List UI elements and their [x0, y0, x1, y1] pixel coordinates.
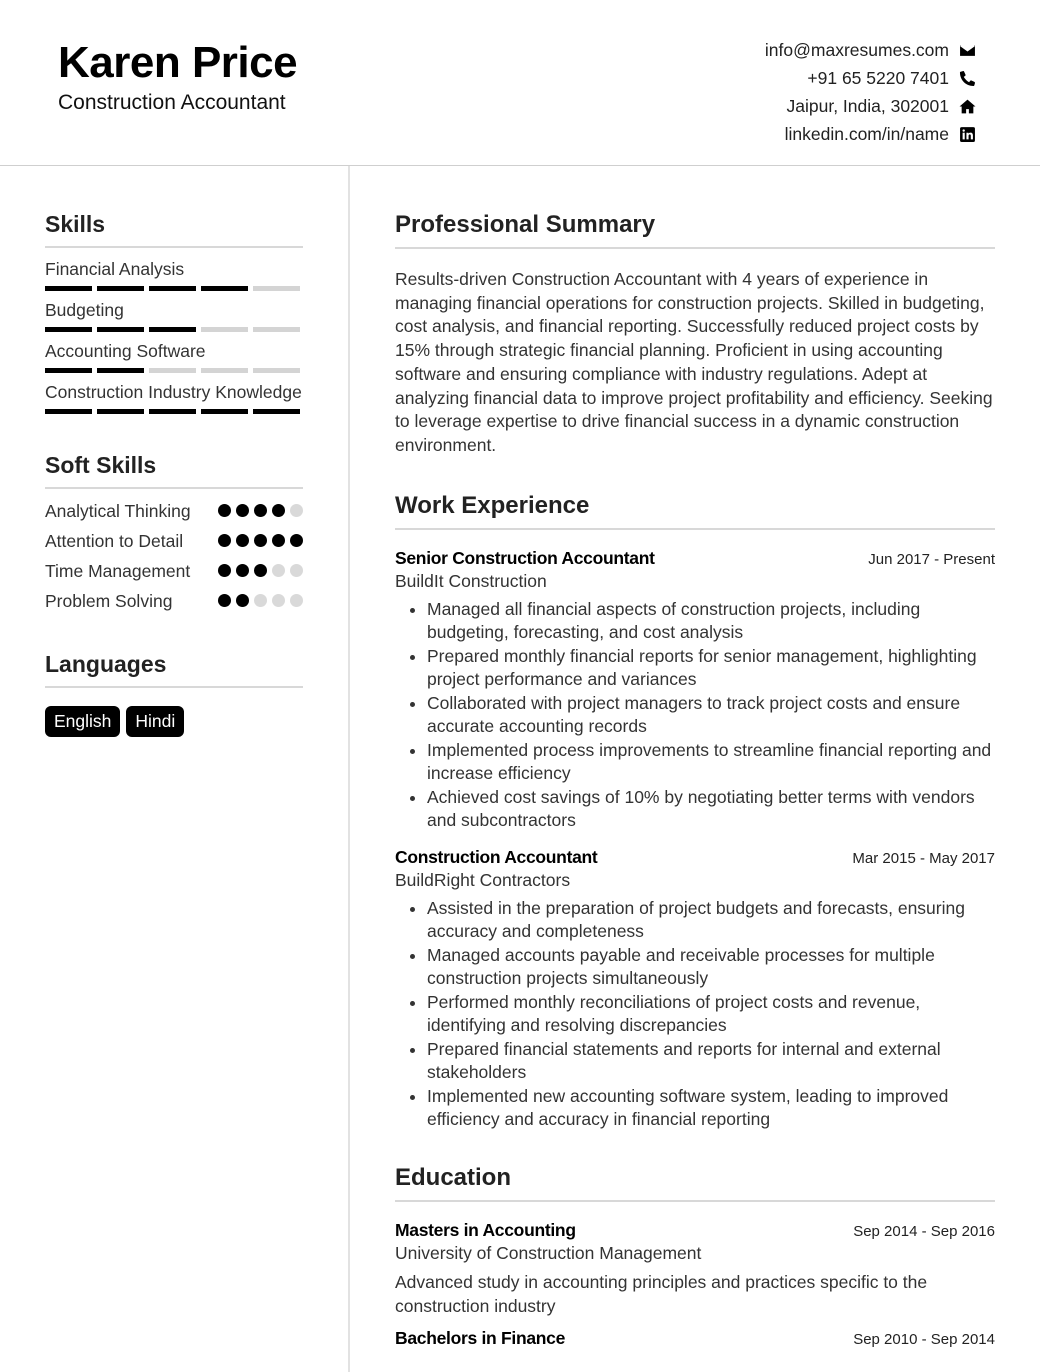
- job-bullet: • Managed all financial aspects of construction projects, including budgeting, forecasting, and cost analysis: [427, 598, 995, 645]
- job-bullet: • Collaborated with project managers to track project costs and ensure accurate accounting records: [427, 692, 995, 739]
- soft-skills-heading: Soft Skills: [45, 452, 303, 489]
- sidebar: [45, 166, 303, 737]
- rating-dot: [272, 534, 285, 547]
- skill-level-segment: [201, 327, 248, 332]
- skill-level-segment: [253, 286, 300, 291]
- skill-name: Budgeting: [45, 300, 124, 320]
- skill-name: Accounting Software: [45, 341, 206, 361]
- skills-list: [45, 258, 303, 414]
- skill-level-bar: [45, 286, 303, 291]
- skill-level-segment: [149, 368, 196, 373]
- job-bullet: • Achieved cost savings of 10% by negotiating better terms with vendors and subcontractors: [427, 786, 995, 833]
- contact-linkedin[interactable]: [765, 120, 976, 148]
- soft-skill-item: [45, 589, 303, 613]
- skill-level-bar: [45, 409, 303, 414]
- skill-level-bar: [45, 368, 303, 373]
- skill-level-segment: [97, 286, 144, 291]
- job-bullet: • Implemented new accounting software system, leading to improved efficiency and accuracy in financial reporting: [427, 1085, 995, 1132]
- linkedin-icon: [958, 125, 976, 143]
- education-heading: Education: [395, 1164, 995, 1202]
- resume-header: [0, 0, 1040, 166]
- rating-dot: [290, 594, 303, 607]
- home-icon: [958, 97, 976, 115]
- job-header: [395, 847, 995, 868]
- rating-dot: [272, 594, 285, 607]
- contact-phone-text: +91 65 5220 7401: [807, 67, 949, 88]
- rating-dot: [218, 504, 231, 517]
- column-divider: [348, 166, 350, 1372]
- soft-skill-item: [45, 559, 303, 583]
- skill-item: [45, 340, 303, 373]
- skill-level-segment: [45, 327, 92, 332]
- envelope-icon: [958, 41, 976, 59]
- soft-skill-item: [45, 499, 303, 523]
- candidate-name: Karen Price: [58, 38, 298, 87]
- job-bullet: • Prepared monthly financial reports for senior management, highlighting project performance and variances: [427, 645, 995, 692]
- job-date: Jun 2017 - Present: [868, 550, 995, 568]
- education-entry: [395, 1220, 995, 1318]
- skill-level-segment: [201, 286, 248, 291]
- soft-skill-rating: [218, 564, 303, 577]
- main-content: [395, 166, 995, 1349]
- education-list: [395, 1220, 995, 1349]
- language-badge: Hindi: [126, 706, 184, 737]
- rating-dot: [218, 564, 231, 577]
- contact-phone[interactable]: [765, 64, 976, 92]
- skill-level-segment: [201, 409, 248, 414]
- education-header: [395, 1220, 995, 1241]
- job-entry: [395, 847, 995, 1132]
- skill-level-segment: [253, 327, 300, 332]
- rating-dot: [290, 564, 303, 577]
- skill-level-segment: [45, 368, 92, 373]
- job-header: [395, 548, 995, 569]
- rating-dot: [290, 504, 303, 517]
- work-heading: Work Experience: [395, 492, 995, 530]
- skill-level-segment: [149, 409, 196, 414]
- soft-skill-name: Problem Solving: [45, 591, 173, 611]
- company-name: BuildRight Contractors: [395, 869, 571, 890]
- skill-level-segment: [97, 368, 144, 373]
- job-date: Mar 2015 - May 2017: [852, 849, 995, 867]
- contact-block: [765, 36, 976, 148]
- job-bullets: [395, 897, 995, 1132]
- skill-name: Financial Analysis: [45, 259, 185, 279]
- school-name: University of Construction Management: [395, 1242, 702, 1263]
- rating-dot: [254, 564, 267, 577]
- contact-email[interactable]: [765, 36, 976, 64]
- soft-skill-item: [45, 529, 303, 553]
- education-description: Advanced study in accounting principles and practices specific to the construction industry: [395, 1271, 928, 1316]
- rating-dot: [236, 534, 249, 547]
- skills-heading: Skills: [45, 211, 303, 248]
- skill-level-segment: [149, 327, 196, 332]
- contact-location: [765, 92, 976, 120]
- soft-skill-rating: [218, 504, 303, 517]
- language-badge: English: [45, 706, 120, 737]
- contact-location-text: Jaipur, India, 302001: [786, 95, 949, 116]
- rating-dot: [218, 594, 231, 607]
- rating-dot: [254, 504, 267, 517]
- skill-level-segment: [97, 327, 144, 332]
- soft-skill-name: Time Management: [45, 561, 191, 581]
- skill-level-segment: [253, 368, 300, 373]
- job-bullet: • Managed accounts payable and receivable processes for multiple construction projects simultaneously: [427, 944, 995, 991]
- skill-item: [45, 299, 303, 332]
- soft-skill-name: Attention to Detail: [45, 531, 184, 551]
- rating-dot: [236, 594, 249, 607]
- degree-title: Bachelors in Finance: [395, 1327, 566, 1348]
- rating-dot: [236, 564, 249, 577]
- job-title: Senior Construction Accountant: [395, 547, 655, 568]
- rating-dot: [236, 504, 249, 517]
- education-date: Sep 2010 - Sep 2014: [853, 1330, 995, 1348]
- job-bullet: • Performed monthly reconciliations of project costs and revenue, identifying and resolving discrepancies: [427, 991, 995, 1038]
- degree-title: Masters in Accounting: [395, 1219, 576, 1240]
- education-header: [395, 1328, 995, 1349]
- skill-level-segment: [201, 368, 248, 373]
- education-date: Sep 2014 - Sep 2016: [853, 1222, 995, 1240]
- contact-email-text: info@maxresumes.com: [764, 39, 949, 60]
- skill-level-bar: [45, 327, 303, 332]
- soft-skill-rating: [218, 594, 303, 607]
- skill-item: [45, 381, 303, 414]
- skill-level-segment: [45, 286, 92, 291]
- languages-heading: Languages: [45, 651, 303, 688]
- jobs-list: [395, 548, 995, 1132]
- job-bullets: [395, 598, 995, 833]
- languages-list: [45, 706, 303, 737]
- contact-linkedin-text: linkedin.com/in/name: [784, 123, 949, 144]
- job-bullet: • Prepared financial statements and reports for internal and external stakeholders: [427, 1038, 995, 1085]
- job-entry: [395, 548, 995, 833]
- company-name: BuildIt Construction: [395, 570, 547, 591]
- skill-level-segment: [97, 409, 144, 414]
- job-title: Construction Accountant: [395, 846, 598, 867]
- rating-dot: [272, 504, 285, 517]
- rating-dot: [218, 534, 231, 547]
- summary-heading: Professional Summary: [395, 211, 995, 249]
- candidate-role: Construction Accountant: [58, 91, 286, 114]
- soft-skills-list: [45, 499, 303, 613]
- phone-icon: [958, 69, 976, 87]
- job-bullet: • Implemented process improvements to streamline financial reporting and increase efficiency: [427, 739, 995, 786]
- skill-name: Construction Industry Knowledge: [45, 382, 302, 402]
- rating-dot: [272, 564, 285, 577]
- soft-skill-rating: [218, 534, 303, 547]
- skill-item: [45, 258, 303, 291]
- job-bullet: • Assisted in the preparation of project budgets and forecasts, ensuring accuracy and completeness: [427, 897, 995, 944]
- skill-level-segment: [253, 409, 300, 414]
- soft-skill-name: Analytical Thinking: [45, 501, 191, 521]
- rating-dot: [254, 594, 267, 607]
- skill-level-segment: [45, 409, 92, 414]
- rating-dot: [290, 534, 303, 547]
- summary-text: Results-driven Construction Accountant with 4 years of experience in managing financial operations for construction projects. Skilled in budgeting, cost analysis, and financial reporting. Successfully reduced project costs by 15% through strategic financial planning. Proficient in using accounting software and ensuring compliance with industry regulations. Adept at analyzing financial data to improve project profitability and efficiency. Seeking to leverage expertise to drive financial success in a dynamic construction environment.: [395, 269, 993, 455]
- skill-level-segment: [149, 286, 196, 291]
- rating-dot: [254, 534, 267, 547]
- education-entry: [395, 1328, 995, 1349]
